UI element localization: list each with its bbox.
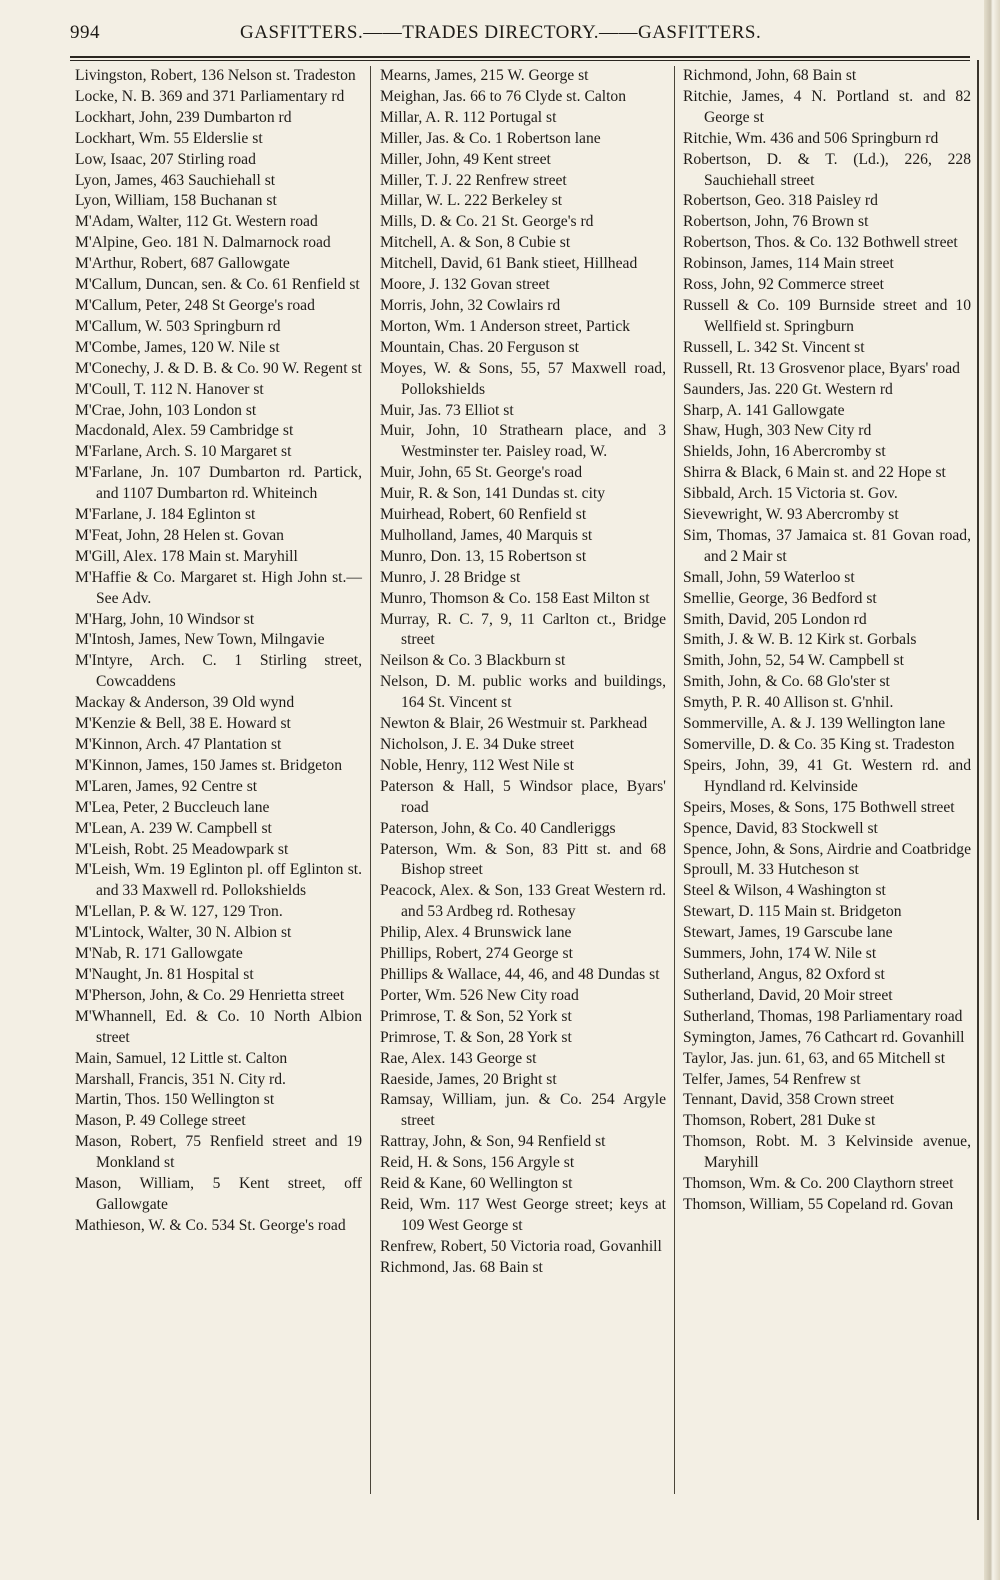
directory-entry: Nelson, D. M. public works and buildings, 164 St. Vincent st: [380, 673, 666, 712]
directory-entry: Thomson, Robert, 281 Duke st: [683, 1112, 876, 1130]
directory-entry: Marshall, Francis, 351 N. City rd.: [75, 1070, 286, 1088]
directory-entry: Mathieson, W. & Co. 534 St. George's road: [75, 1216, 346, 1234]
directory-entry: Russell, Rt. 13 Grosvenor place, Byars' road: [683, 359, 960, 377]
directory-entry: Paterson, John, & Co. 40 Candleriggs: [380, 819, 616, 837]
directory-entry: Millar, A. R. 112 Portugal st: [380, 108, 557, 126]
directory-entry: M'Coull, T. 112 N. Hanover st: [75, 380, 264, 398]
directory-entry: Stewart, James, 19 Garscube lane: [683, 924, 893, 942]
directory-entry: Miller, T. J. 22 Renfrew street: [380, 171, 567, 189]
directory-entry: Speirs, John, 39, 41 Gt. Western rd. and Hyndland rd. Kelvinside: [683, 756, 971, 795]
directory-entry: Muir, John, 65 St. George's road: [380, 464, 583, 482]
directory-entry: Telfer, James, 54 Renfrew st: [683, 1070, 861, 1088]
directory-entry: Russell, L. 342 St. Vincent st: [683, 338, 865, 356]
page-edge: [984, 0, 1000, 1580]
directory-entry: Shaw, Hugh, 303 New City rd: [683, 422, 872, 440]
directory-entry: Sievewright, W. 93 Abercromby st: [683, 506, 899, 524]
directory-entry: Lockhart, John, 239 Dumbarton rd: [75, 108, 292, 126]
directory-entry: M'Haffie & Co. Margaret st. High John st.—See Adv.: [75, 568, 362, 607]
directory-entry: Mackay & Anderson, 39 Old wynd: [75, 694, 295, 712]
directory-entry: Mason, Robert, 75 Renfield street and 19 Monkland st: [75, 1133, 362, 1172]
directory-entry: Phillips, Robert, 274 George st: [380, 945, 573, 963]
directory-entry: M'Farlane, Arch. S. 10 Margaret st: [75, 443, 292, 461]
directory-entry: Thomson, William, 55 Copeland rd. Govan: [683, 1195, 954, 1213]
directory-entry: Lyon, James, 463 Sauchiehall st: [75, 171, 276, 189]
directory-entry: Smith, J. & W. B. 12 Kirk st. Gorbals: [683, 631, 917, 649]
directory-entry: M'Leish, Robt. 25 Meadowpark st: [75, 840, 289, 858]
directory-entry: M'Whannell, Ed. & Co. 10 North Albion street: [75, 1007, 362, 1046]
page-header: [70, 20, 965, 50]
directory-entry: M'Gill, Alex. 178 Main st. Maryhill: [75, 547, 298, 565]
directory-entry: Millar, W. L. 222 Berkeley st: [380, 192, 563, 210]
directory-entry: Muir, R. & Son, 141 Dundas st. city: [380, 485, 606, 503]
directory-entry: Newton & Blair, 26 Westmuir st. Parkhead: [380, 715, 648, 733]
directory-entry: Smyth, P. R. 40 Allison st. G'nhil.: [683, 694, 894, 712]
binding-edge-line: [977, 60, 979, 1520]
directory-entry: M'Pherson, John, & Co. 29 Henrietta street: [75, 986, 345, 1004]
directory-entry: Rae, Alex. 143 George st: [380, 1049, 537, 1067]
directory-entry: Robertson, D. & T. (Ld.), 226, 228 Sauchiehall street: [683, 150, 971, 189]
directory-entry: Main, Samuel, 12 Little st. Calton: [75, 1049, 288, 1067]
directory-entry: Mason, William, 5 Kent street, off Gallowgate: [75, 1175, 362, 1213]
directory-entry: Sutherland, David, 20 Moir street: [683, 986, 893, 1004]
directory-entry: Sim, Thomas, 37 Jamaica st. 81 Govan road, and 2 Mair st: [683, 526, 971, 565]
running-title: GASFITTERS.——TRADES DIRECTORY.——GASFITTERS.: [240, 22, 762, 43]
directory-entry: Paterson & Hall, 5 Windsor place, Byars' road: [380, 777, 666, 816]
directory-entry: Munro, Don. 13, 15 Robertson st: [380, 547, 587, 565]
directory-entry: Muir, Jas. 73 Elliot st: [380, 401, 514, 419]
directory-entry: Smith, John, 52, 54 W. Campbell st: [683, 652, 904, 670]
directory-entry: M'Leish, Wm. 19 Eglinton pl. off Eglinton st. and 33 Maxwell rd. Pollokshields: [75, 861, 362, 900]
directory-entry: Moyes, W. & Sons, 55, 57 Maxwell road, Pollokshields: [380, 359, 666, 398]
directory-entry: Primrose, T. & Son, 52 York st: [380, 1007, 572, 1025]
header-rule-thin: [70, 60, 970, 61]
header-rule: [70, 56, 970, 58]
directory-entry: M'Callum, Peter, 248 St George's road: [75, 296, 315, 314]
directory-entry: Mulholland, James, 40 Marquis st: [380, 526, 593, 544]
directory-entry: M'Adam, Walter, 112 Gt. Western road: [75, 213, 318, 231]
directory-entry: Porter, Wm. 526 New City road: [380, 986, 579, 1004]
directory-entry: Munro, J. 28 Bridge st: [380, 568, 521, 586]
directory-entry: Somerville, D. & Co. 35 King st. Tradeston: [683, 736, 955, 753]
directory-entry: Morris, John, 32 Cowlairs rd: [380, 296, 561, 314]
directory-entry: Sproull, M. 33 Hutcheson st: [683, 861, 859, 879]
directory-entry: Sibbald, Arch. 15 Victoria st. Gov.: [683, 485, 898, 503]
directory-entry: M'Combe, James, 120 W. Nile st: [75, 338, 280, 356]
directory-entry: Robinson, James, 114 Main street: [683, 255, 894, 273]
directory-entry: Neilson & Co. 3 Blackburn st: [380, 652, 566, 670]
directory-entry: Mountain, Chas. 20 Ferguson st: [380, 338, 579, 356]
directory-entry: Small, John, 59 Waterloo st: [683, 568, 855, 586]
directory-entry: Primrose, T. & Son, 28 York st: [380, 1028, 572, 1046]
directory-entry: Mason, P. 49 College street: [75, 1112, 246, 1130]
directory-entry: Smith, John, & Co. 68 Glo'ster st: [683, 673, 890, 691]
directory-entry: Thomson, Robt. M. 3 Kelvinside avenue, Maryhill: [683, 1133, 971, 1172]
directory-entry: M'Harg, John, 10 Windsor st: [75, 610, 255, 628]
directory-entry: M'Farlane, Jn. 107 Dumbarton rd. Partick, and 1107 Dumbarton rd. Whiteinch: [75, 464, 362, 503]
directory-entry: Phillips & Wallace, 44, 46, and 48 Dundas st: [380, 965, 660, 983]
directory-entry: Martin, Thos. 150 Wellington st: [75, 1091, 275, 1109]
directory-entry: Lockhart, Wm. 55 Elderslie st: [75, 129, 263, 147]
directory-entry: Richmond, John, 68 Bain st: [683, 67, 857, 84]
directory-entry: Reid & Kane, 60 Wellington st: [380, 1175, 573, 1193]
directory-entry: Meighan, Jas. 66 to 76 Clyde st. Calton: [380, 87, 627, 105]
directory-entry: Moore, J. 132 Govan street: [380, 276, 550, 294]
directory-entry: M'Lea, Peter, 2 Buccleuch lane: [75, 798, 270, 816]
directory-entry: Ramsay, William, jun. & Co. 254 Argyle street: [380, 1091, 666, 1130]
directory-entry: M'Lintock, Walter, 30 N. Albion st: [75, 924, 292, 942]
directory-entry: Paterson, Wm. & Son, 83 Pitt st. and 68 Bishop street: [380, 840, 666, 879]
directory-entry: Renfrew, Robert, 50 Victoria road, Govanhill: [380, 1237, 662, 1255]
directory-entry: Macdonald, Alex. 59 Cambridge st: [75, 422, 294, 440]
directory-entry: M'Crae, John, 103 London st: [75, 401, 257, 419]
directory-column-1: [75, 66, 362, 1237]
directory-entry: Russell & Co. 109 Burnside street and 10 Wellfield st. Springburn: [683, 296, 971, 335]
directory-entry: Shirra & Black, 6 Main st. and 22 Hope st: [683, 464, 946, 482]
directory-entry: Mills, D. & Co. 21 St. George's rd: [380, 213, 594, 231]
directory-entry: M'Feat, John, 28 Helen st. Govan: [75, 526, 284, 544]
directory-entry: Miller, Jas. & Co. 1 Robertson lane: [380, 129, 601, 147]
directory-entry: Philip, Alex. 4 Brunswick lane: [380, 924, 572, 942]
directory-column-2: [380, 66, 666, 1279]
directory-entry: Thomson, Wm. & Co. 200 Claythorn street: [683, 1175, 954, 1193]
directory-entry: Ross, John, 92 Commerce street: [683, 276, 884, 294]
directory-entry: Mearns, James, 215 W. George st: [380, 67, 589, 84]
directory-entry: M'Alpine, Geo. 181 N. Dalmarnock road: [75, 234, 331, 252]
column-divider: [370, 66, 371, 1494]
directory-entry: Livingston, Robert, 136 Nelson st. Tradeston: [75, 67, 356, 84]
directory-entry: M'Nab, R. 171 Gallowgate: [75, 945, 243, 963]
directory-entry: M'Intyre, Arch. C. 1 Stirling street, Cowcaddens: [75, 652, 362, 691]
directory-entry: Smith, David, 205 London rd: [683, 610, 867, 628]
directory-entry: Nicholson, J. E. 34 Duke street: [380, 736, 575, 753]
directory-entry: Steel & Wilson, 4 Washington st: [683, 882, 886, 900]
directory-entry: Mitchell, David, 61 Bank stieet, Hillhead: [380, 255, 638, 273]
directory-entry: Lyon, William, 158 Buchanan st: [75, 192, 277, 210]
directory-entry: Robertson, Thos. & Co. 132 Bothwell street: [683, 234, 958, 252]
page-number: 994: [70, 22, 100, 43]
directory-entry: Peacock, Alex. & Son, 133 Great Western rd. and 53 Ardbeg rd. Rothesay: [380, 882, 666, 921]
directory-entry: Sommerville, A. & J. 139 Wellington lane: [683, 715, 946, 733]
directory-entry: Richmond, Jas. 68 Bain st: [380, 1258, 543, 1276]
directory-entry: Sutherland, Angus, 82 Oxford st: [683, 965, 885, 983]
directory-entry: M'Farlane, J. 184 Eglinton st: [75, 506, 256, 524]
directory-entry: Locke, N. B. 369 and 371 Parliamentary rd: [75, 87, 345, 105]
directory-column-3: [683, 66, 971, 1216]
directory-entry: Spence, John, & Sons, Airdrie and Coatbridge: [683, 840, 972, 858]
directory-entry: Shields, John, 16 Abercromby st: [683, 443, 886, 461]
directory-entry: M'Intosh, James, New Town, Milngavie: [75, 631, 325, 649]
directory-entry: Muirhead, Robert, 60 Renfield st: [380, 506, 587, 524]
directory-entry: Smellie, George, 36 Bedford st: [683, 589, 877, 607]
directory-entry: M'Kenzie & Bell, 38 E. Howard st: [75, 715, 291, 733]
directory-entry: M'Callum, Duncan, sen. & Co. 61 Renfield st: [75, 276, 360, 294]
directory-entry: Saunders, Jas. 220 Gt. Western rd: [683, 380, 893, 398]
directory-entry: Sutherland, Thomas, 198 Parliamentary road: [683, 1007, 963, 1025]
directory-entry: Muir, John, 10 Strathearn place, and 3 Westminster ter. Paisley road, W.: [380, 422, 666, 461]
directory-entry: Ritchie, Wm. 436 and 506 Springburn rd: [683, 129, 939, 147]
directory-entry: M'Lellan, P. & W. 127, 129 Tron.: [75, 903, 283, 921]
directory-entry: Taylor, Jas. jun. 61, 63, and 65 Mitchell st: [683, 1049, 946, 1067]
directory-entry: M'Conechy, J. & D. B. & Co. 90 W. Regent st: [75, 359, 362, 377]
directory-entry: M'Laren, James, 92 Centre st: [75, 777, 258, 795]
directory-entry: Miller, John, 49 Kent street: [380, 150, 551, 168]
directory-entry: Reid, H. & Sons, 156 Argyle st: [380, 1154, 575, 1172]
directory-entry: Symington, James, 76 Cathcart rd. Govanhill: [683, 1028, 965, 1046]
directory-entry: M'Arthur, Robert, 687 Gallowgate: [75, 255, 290, 273]
directory-entry: M'Callum, W. 503 Springburn rd: [75, 317, 281, 335]
directory-entry: Speirs, Moses, & Sons, 175 Bothwell street: [683, 798, 955, 816]
directory-entry: M'Naught, Jn. 81 Hospital st: [75, 965, 254, 983]
directory-entry: Low, Isaac, 207 Stirling road: [75, 150, 256, 168]
directory-entry: Tennant, David, 358 Crown street: [683, 1091, 895, 1109]
directory-entry: Reid, Wm. 117 West George street; keys at 109 West George st: [380, 1195, 666, 1234]
directory-entry: Noble, Henry, 112 West Nile st: [380, 756, 574, 774]
directory-entry: Morton, Wm. 1 Anderson street, Partick: [380, 317, 631, 335]
directory-entry: Rattray, John, & Son, 94 Renfield st: [380, 1133, 606, 1151]
directory-entry: Mitchell, A. & Son, 8 Cubie st: [380, 234, 571, 252]
directory-entry: M'Lean, A. 239 W. Campbell st: [75, 819, 272, 837]
column-divider: [674, 66, 675, 1494]
directory-entry: Robertson, Geo. 318 Paisley rd: [683, 192, 878, 210]
directory-entry: Summers, John, 174 W. Nile st: [683, 945, 877, 963]
directory-entry: Murray, R. C. 7, 9, 11 Carlton ct., Bridge street: [380, 610, 666, 649]
directory-entry: Robertson, John, 76 Brown st: [683, 213, 869, 231]
directory-entry: M'Kinnon, James, 150 James st. Bridgeton: [75, 756, 343, 774]
directory-entry: Ritchie, James, 4 N. Portland st. and 82 George st: [683, 87, 971, 126]
directory-entry: Stewart, D. 115 Main st. Bridgeton: [683, 903, 902, 921]
directory-entry: Spence, David, 83 Stockwell st: [683, 819, 878, 837]
directory-entry: Munro, Thomson & Co. 158 East Milton st: [380, 589, 650, 607]
directory-entry: Raeside, James, 20 Bright st: [380, 1070, 557, 1088]
directory-entry: Sharp, A. 141 Gallowgate: [683, 401, 845, 419]
directory-entry: M'Kinnon, Arch. 47 Plantation st: [75, 736, 282, 753]
